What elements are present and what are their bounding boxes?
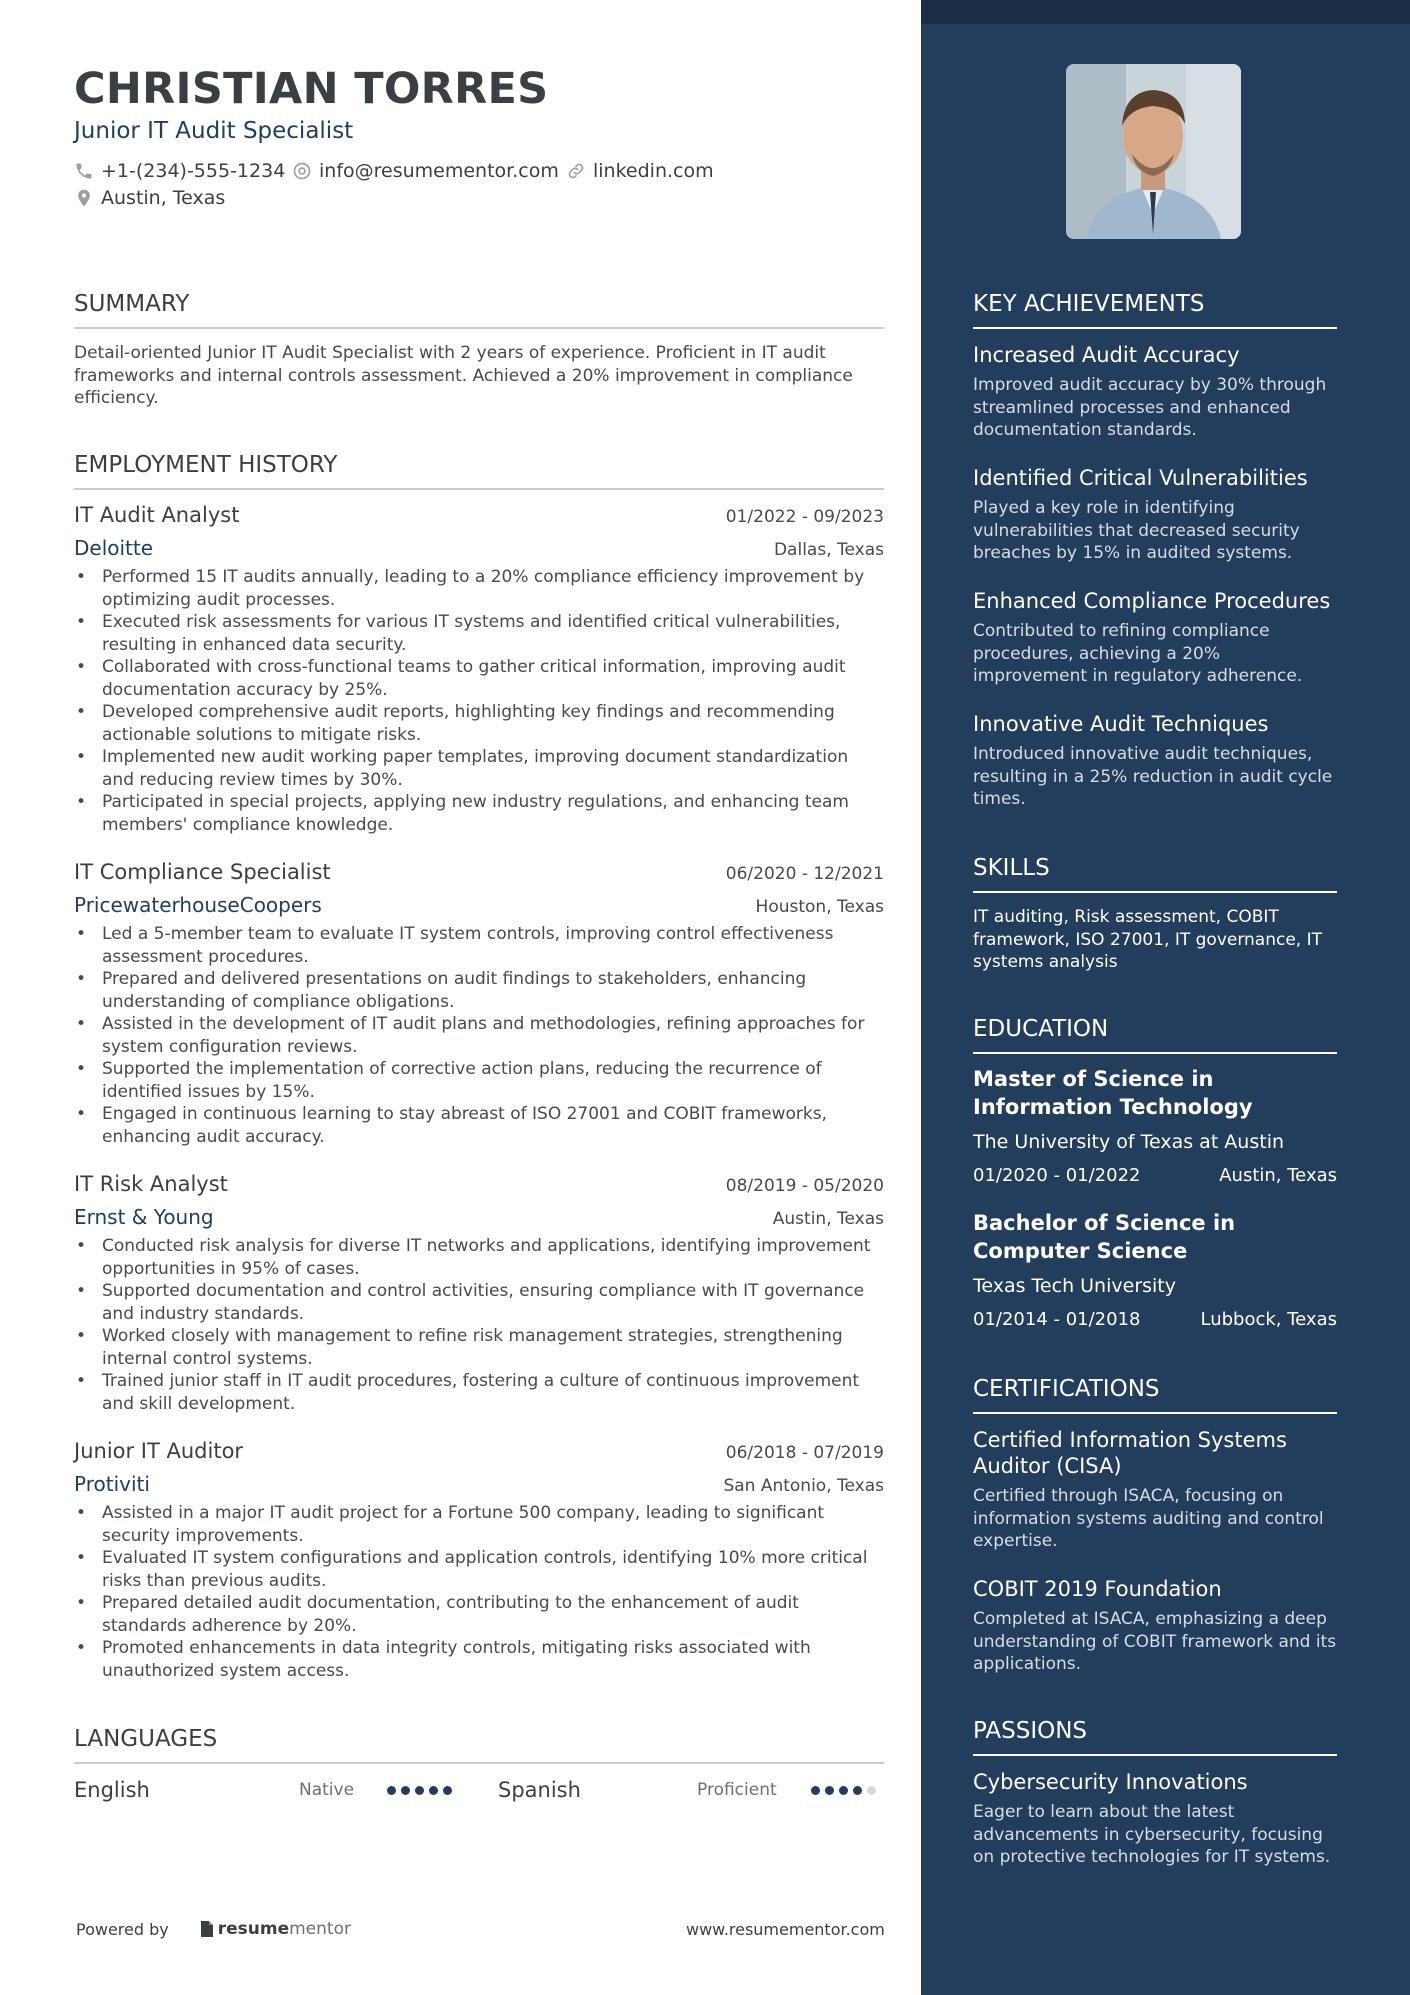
education-dates: 01/2014 - 01/2018	[973, 1309, 1141, 1330]
rating-dot-filled	[387, 1786, 396, 1795]
job-entry-location: Dallas, Texas	[773, 540, 884, 560]
job-entry-dates: 06/2020 - 12/2021	[725, 864, 884, 884]
language-rating	[811, 1786, 876, 1795]
education-degree: Master of Science in Information Technology	[973, 1067, 1253, 1119]
brand-light: mentor	[289, 1919, 351, 1939]
job-entry-title: IT Audit Analyst	[74, 503, 240, 527]
job-entry-dates: 08/2019 - 05/2020	[725, 1176, 884, 1196]
job-bullets	[74, 923, 884, 1148]
job-bullet: • Prepared and delivered presentations on audit findings to stakeholders, enhancing understanding of compliance obligations.	[102, 968, 884, 1013]
job-bullet: • Developed comprehensive audit reports, highlighting key findings and recommending actionable solutions to mitigate risks.	[102, 701, 884, 746]
job-bullet: • Executed risk assessments for various IT systems and identified critical vulnerabilities, resulting in enhanced data security.	[102, 611, 884, 656]
job-bullet: • Conducted risk analysis for diverse IT networks and applications, identifying improvement opportunities in 95% of cases.	[102, 1235, 884, 1280]
education-location: Austin, Texas	[1219, 1165, 1337, 1186]
certification-text: Completed at ISACA, emphasizing a deep understanding of COBIT framework and its applications.	[973, 1609, 1337, 1674]
education-degree: Bachelor of Science in Computer Science	[973, 1211, 1236, 1263]
brand-bold: resume	[217, 1919, 290, 1939]
job-bullet: • Promoted enhancements in data integrity controls, mitigating risks associated with unauthorized system access.	[102, 1637, 884, 1682]
certification-item	[973, 1427, 1337, 1553]
job-bullets	[74, 1502, 884, 1682]
job-bullet: • Assisted in the development of IT audit plans and methodologies, refining approaches for system configuration reviews.	[102, 1013, 884, 1058]
location-pin-icon	[74, 188, 94, 208]
job-entry-company: Deloitte	[74, 536, 154, 560]
link-icon	[566, 161, 586, 181]
job-bullet: • Performed 15 IT audits annually, leading to a 20% compliance efficiency improvement by optimizing audit processes.	[102, 566, 884, 611]
language-level: Native	[299, 1780, 355, 1800]
certification-title: COBIT 2019 Foundation	[973, 1577, 1222, 1601]
language-name: English	[74, 1778, 150, 1802]
job-bullet: • Implemented new audit working paper templates, improving document standardization and reducing review times by 30%.	[102, 746, 884, 791]
education-school: Texas Tech University	[973, 1275, 1176, 1297]
job-bullet: • Participated in special projects, applying new industry regulations, and enhancing team members' compliance knowledge.	[102, 791, 884, 836]
footer-url[interactable]: www.resumementor.com	[686, 1920, 885, 1939]
powered-by-label: Powered by	[76, 1919, 169, 1939]
employment-heading: EMPLOYMENT HISTORY	[74, 452, 884, 490]
achievement-text: Contributed to refining compliance procedures, achieving a 20% improvement in regulatory adherence.	[973, 621, 1303, 686]
achievement-text: Played a key role in identifying vulnerabilities that decreased security breaches by 15% in audited systems.	[973, 498, 1300, 563]
job-entry-company: Ernst & Young	[74, 1205, 214, 1229]
certifications-heading: CERTIFICATIONS	[973, 1376, 1337, 1414]
rating-dot-empty	[867, 1786, 876, 1795]
resumementor-logo-icon	[199, 1919, 215, 1939]
job-entry-title: Junior IT Auditor	[74, 1439, 244, 1463]
achievement-item	[973, 711, 1337, 811]
rating-dot-filled	[401, 1786, 410, 1795]
rating-dot-filled	[853, 1786, 862, 1795]
job-entry-dates: 06/2018 - 07/2019	[725, 1443, 884, 1463]
job-bullet: • Supported the implementation of corrective action plans, reducing the recurrence of identified issues by 15%.	[102, 1058, 884, 1103]
language-level: Proficient	[697, 1780, 777, 1800]
education-school: The University of Texas at Austin	[973, 1131, 1285, 1153]
achievements-heading: KEY ACHIEVEMENTS	[973, 291, 1337, 329]
job-bullets	[74, 566, 884, 836]
languages-heading: LANGUAGES	[74, 1726, 884, 1764]
job-entry-title: IT Compliance Specialist	[74, 860, 331, 884]
achievement-title: Increased Audit Accuracy	[973, 343, 1240, 367]
job-bullet: • Prepared detailed audit documentation, contributing to the enhancement of audit standards adherence by 20%.	[102, 1592, 884, 1637]
job-entry-location: Houston, Texas	[755, 897, 884, 917]
language-entry	[498, 1778, 898, 1802]
linkedin-contact[interactable]	[566, 160, 714, 182]
achievement-title: Innovative Audit Techniques	[973, 712, 1269, 736]
phone-icon	[74, 161, 94, 181]
skills-text: IT auditing, Risk assessment, COBIT framework, ISO 27001, IT governance, IT systems analysis	[973, 907, 1323, 972]
achievement-item	[973, 588, 1337, 688]
rating-dot-filled	[429, 1786, 438, 1795]
achievement-item	[973, 342, 1337, 442]
portrait-image	[1066, 64, 1241, 239]
passion-text: Eager to learn about the latest advancements in cybersecurity, focusing on protective technologies for IT systems.	[973, 1802, 1331, 1867]
summary-text: Detail-oriented Junior IT Audit Specialist with 2 years of experience. Proficient in IT audit frameworks and internal controls assessment. Achieved a 20% improvement in compliance efficiency.	[74, 343, 853, 408]
rating-dot-filled	[839, 1786, 848, 1795]
location-text: Austin, Texas	[101, 187, 226, 209]
rating-dot-filled	[811, 1786, 820, 1795]
passion-item	[973, 1769, 1337, 1869]
language-name: Spanish	[498, 1778, 581, 1802]
education-item	[973, 1065, 1337, 1186]
linkedin-text[interactable]: linkedin.com	[593, 160, 714, 182]
job-entry-location: San Antonio, Texas	[723, 1476, 884, 1496]
job-bullet: • Supported documentation and control activities, ensuring compliance with IT governance and industry standards.	[102, 1280, 884, 1325]
language-entry	[74, 1778, 474, 1802]
job-entry-title: IT Risk Analyst	[74, 1172, 228, 1196]
candidate-name: CHRISTIAN TORRES	[74, 64, 549, 114]
job-bullet: • Collaborated with cross-functional teams to gather critical information, improving audit documentation accuracy by 25%.	[102, 656, 884, 701]
powered-by	[76, 1919, 351, 1939]
education-location: Lubbock, Texas	[1200, 1309, 1337, 1330]
achievement-item	[973, 465, 1337, 565]
email-contact[interactable]	[292, 160, 559, 182]
phone-contact	[74, 160, 285, 182]
rating-dot-filled	[825, 1786, 834, 1795]
job-entry-location: Austin, Texas	[772, 1209, 884, 1229]
job-entry	[74, 860, 884, 1148]
job-bullet: • Engaged in continuous learning to stay abreast of ISO 27001 and COBIT frameworks, enhancing audit accuracy.	[102, 1103, 884, 1148]
job-bullet: • Led a 5-member team to evaluate IT system controls, improving control effectiveness assessment procedures.	[102, 923, 884, 968]
education-dates: 01/2020 - 01/2022	[973, 1165, 1141, 1186]
achievement-text: Introduced innovative audit techniques, resulting in a 25% reduction in audit cycle times.	[973, 744, 1333, 809]
phone-text: +1-(234)-555-1234	[101, 160, 286, 182]
certification-item	[973, 1576, 1337, 1676]
language-rating	[387, 1786, 452, 1795]
profile-photo	[1066, 64, 1241, 239]
job-bullet: • Worked closely with management to refine risk management strategies, strengthening internal control systems.	[102, 1325, 884, 1370]
job-entry	[74, 1172, 884, 1415]
education-item	[973, 1209, 1337, 1330]
rating-dot-filled	[443, 1786, 452, 1795]
job-bullet: • Evaluated IT system configurations and application controls, identifying 10% more critical risks than previous audits.	[102, 1547, 884, 1592]
achievement-title: Identified Critical Vulnerabilities	[973, 466, 1308, 490]
job-entry-company: Protiviti	[74, 1472, 150, 1496]
rating-dot-filled	[415, 1786, 424, 1795]
job-entry	[74, 503, 884, 836]
skills-heading: SKILLS	[973, 855, 1337, 893]
job-bullet: • Assisted in a major IT audit project for a Fortune 500 company, leading to significant security improvements.	[102, 1502, 884, 1547]
achievement-text: Improved audit accuracy by 30% through streamlined processes and enhanced documentation standards.	[973, 375, 1327, 440]
passion-title: Cybersecurity Innovations	[973, 1770, 1248, 1794]
passions-heading: PASSIONS	[973, 1718, 1337, 1756]
education-heading: EDUCATION	[973, 1016, 1337, 1054]
job-entry-company: PricewaterhouseCoopers	[74, 893, 322, 917]
at-icon	[292, 161, 312, 181]
summary-heading: SUMMARY	[74, 291, 884, 329]
job-bullets	[74, 1235, 884, 1415]
certification-text: Certified through ISACA, focusing on information systems auditing and control expertise.	[973, 1486, 1324, 1551]
job-bullet: • Trained junior staff in IT audit procedures, fostering a culture of continuous improvement and skill development.	[102, 1370, 884, 1415]
sidebar-top-bar	[921, 0, 1410, 24]
certification-title: Certified Information Systems Auditor (CISA)	[973, 1428, 1287, 1478]
job-title: Junior IT Audit Specialist	[74, 118, 354, 144]
job-entry-dates: 01/2022 - 09/2023	[725, 507, 884, 527]
location-contact	[74, 187, 225, 209]
email-text[interactable]: info@resumementor.com	[319, 160, 559, 182]
achievement-title: Enhanced Compliance Procedures	[973, 589, 1331, 613]
job-entry	[74, 1439, 884, 1682]
